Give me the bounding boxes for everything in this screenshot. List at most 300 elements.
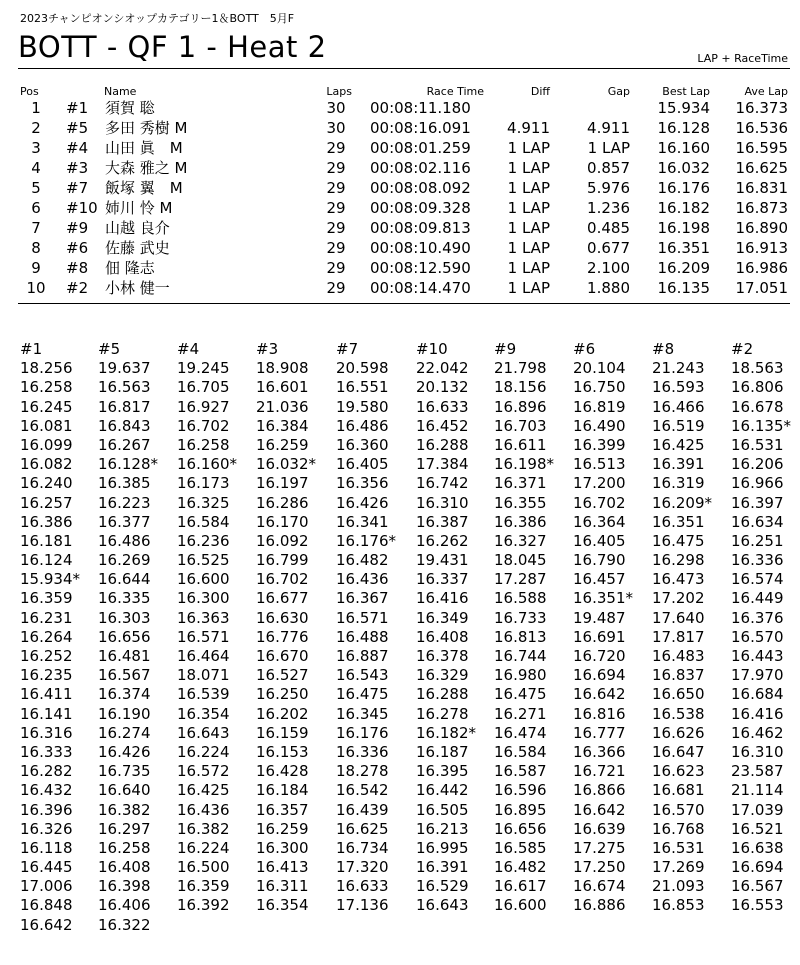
lap-time: 16.351* <box>573 589 633 608</box>
lap-time: 16.303 <box>98 608 151 627</box>
result-pos: 8 <box>31 239 41 257</box>
lap-time: 16.694 <box>573 666 626 685</box>
result-laps: 29 <box>326 179 346 197</box>
lap-time: 16.519 <box>652 416 705 435</box>
result-race-time: 00:08:16.091 <box>370 119 471 137</box>
lap-time: 16.694 <box>731 858 784 877</box>
lap-time: 16.790 <box>573 551 626 570</box>
lap-time: 16.819 <box>573 397 626 416</box>
lap-time: 16.734 <box>336 838 389 857</box>
lap-time: 16.500 <box>177 858 230 877</box>
lap-time: 16.322 <box>98 915 151 934</box>
page-title: BOTT - QF 1 - Heat 2 <box>18 30 327 64</box>
lap-time: 16.176 <box>336 723 389 742</box>
lap-time: 16.866 <box>573 781 626 800</box>
lap-time: 16.316 <box>20 723 73 742</box>
lap-time: 16.481 <box>98 647 151 665</box>
lap-time: 19.637 <box>98 359 151 378</box>
lap-time: 16.475 <box>494 685 547 704</box>
lap-time: 16.567 <box>98 666 151 685</box>
lap-time: 16.416 <box>731 704 784 723</box>
result-race-time: 00:08:02.116 <box>370 159 471 177</box>
header-diff: Diff <box>530 85 550 98</box>
event-name: 2023チャンピオンシオップカテゴリー1＆BOTT 5月F <box>20 12 295 25</box>
lap-time: 16.198* <box>494 455 554 474</box>
lap-time: 16.413 <box>256 858 309 877</box>
lap-time: 16.311 <box>256 877 309 896</box>
lap-time: 16.432 <box>20 781 73 800</box>
results-bottom-rule <box>18 303 790 304</box>
result-race-time: 00:08:01.259 <box>370 139 471 157</box>
lap-time: 16.300 <box>256 838 309 857</box>
lap-time: 16.633 <box>336 877 389 896</box>
lap-time: 16.817 <box>98 397 151 416</box>
result-ave: 16.595 <box>735 139 788 157</box>
lap-time: 16.213 <box>416 819 469 838</box>
lap-time: 16.335 <box>98 589 151 608</box>
result-laps: 29 <box>326 219 346 237</box>
lap-time: 16.531 <box>731 435 784 454</box>
lap-time: 16.644 <box>98 570 151 589</box>
lap-time: 16.258 <box>177 435 230 454</box>
lap-time: 16.425 <box>177 781 230 800</box>
result-best: 16.135 <box>657 279 710 297</box>
lap-time: 16.250 <box>256 685 309 704</box>
lap-time: 16.643 <box>416 896 469 915</box>
lap-time: 16.473 <box>652 570 705 589</box>
lap-time: 16.384 <box>256 416 309 435</box>
lap-column-header: #5 <box>98 340 121 358</box>
lap-time: 20.598 <box>336 359 389 378</box>
result-num: #8 <box>66 259 89 277</box>
lap-time: 16.527 <box>256 666 309 685</box>
lap-time: 16.411 <box>20 685 73 704</box>
lap-time: 16.486 <box>336 416 389 435</box>
lap-time: 16.642 <box>20 915 73 934</box>
lap-time: 16.587 <box>494 762 547 781</box>
lap-time: 16.396 <box>20 800 73 819</box>
result-gap: 0.485 <box>587 219 630 237</box>
result-num: #6 <box>66 239 89 257</box>
lap-time: 16.310 <box>416 493 469 512</box>
lap-time: 16.490 <box>573 416 626 435</box>
lap-time: 16.336 <box>731 551 784 570</box>
lap-time: 16.567 <box>731 877 784 896</box>
lap-time: 16.425 <box>652 435 705 454</box>
result-race-time: 00:08:09.328 <box>370 199 471 217</box>
results-body <box>0 98 800 298</box>
result-ave: 16.373 <box>735 99 788 117</box>
lap-time: 16.886 <box>573 896 626 915</box>
result-ave: 16.536 <box>735 119 788 137</box>
lap-time: 16.529 <box>416 877 469 896</box>
lap-time: 16.570 <box>731 627 784 646</box>
lap-time: 16.733 <box>494 608 547 627</box>
lap-time: 16.329 <box>416 666 469 685</box>
result-row <box>0 198 800 218</box>
lap-time: 16.428 <box>256 762 309 781</box>
lap-time: 16.240 <box>20 474 73 493</box>
result-laps: 29 <box>326 239 346 257</box>
lap-time: 16.488 <box>336 627 389 646</box>
lap-time: 16.896 <box>494 397 547 416</box>
results-header-row <box>0 85 800 98</box>
lap-time: 16.259 <box>256 819 309 838</box>
lap-time: 16.288 <box>416 685 469 704</box>
lap-time: 16.677 <box>256 589 309 608</box>
lap-time: 16.406 <box>98 896 151 915</box>
result-race-time: 00:08:08.092 <box>370 179 471 197</box>
lap-column-header: #10 <box>416 340 448 358</box>
result-gap: 1.880 <box>587 279 630 297</box>
result-race-time: 00:08:11.180 <box>370 99 471 117</box>
lap-time: 16.170 <box>256 512 309 531</box>
lap-time: 16.392 <box>177 896 230 915</box>
result-name: 多田 秀樹 M <box>105 119 188 137</box>
lap-time: 16.282 <box>20 762 73 781</box>
lap-time: 16.681 <box>652 781 705 800</box>
lap-time: 17.136 <box>336 896 389 915</box>
lap-time: 16.720 <box>573 647 626 665</box>
result-best: 16.160 <box>657 139 710 157</box>
lap-time: 16.408 <box>98 858 151 877</box>
result-num: #3 <box>66 159 89 177</box>
lap-column-header: #3 <box>256 340 279 358</box>
lap-time: 16.262 <box>416 531 469 550</box>
lap-time: 16.245 <box>20 397 73 416</box>
lap-time: 16.848 <box>20 896 73 915</box>
lap-time: 16.224 <box>177 838 230 857</box>
lap-time: 16.382 <box>177 819 230 838</box>
result-best: 16.209 <box>657 259 710 277</box>
lap-time: 16.674 <box>573 877 626 896</box>
lap-time: 21.036 <box>256 397 309 416</box>
header-pos: Pos <box>20 85 39 98</box>
result-pos: 4 <box>31 159 41 177</box>
lap-time: 16.656 <box>494 819 547 838</box>
report-mode: LAP + RaceTime <box>697 52 788 65</box>
result-row <box>0 118 800 138</box>
lap-time: 20.132 <box>416 378 469 397</box>
lap-time: 16.252 <box>20 647 73 665</box>
lap-time: 16.750 <box>573 378 626 397</box>
lap-time: 16.356 <box>336 474 389 493</box>
lap-time: 16.735 <box>98 762 151 781</box>
lap-time: 18.071 <box>177 666 230 685</box>
lap-time: 16.617 <box>494 877 547 896</box>
header-best-lap: Best Lap <box>662 85 710 98</box>
result-name: 須賀 聡 <box>105 99 155 117</box>
result-row <box>0 178 800 198</box>
lap-time: 16.235 <box>20 666 73 685</box>
result-num: #1 <box>66 99 89 117</box>
result-diff: 1 LAP <box>507 199 550 217</box>
result-best: 15.934 <box>657 99 710 117</box>
lap-column <box>256 340 336 916</box>
lap-time: 16.475 <box>652 531 705 550</box>
lap-column <box>98 340 178 935</box>
lap-column <box>652 340 732 916</box>
result-num: #9 <box>66 219 89 237</box>
lap-time: 16.333 <box>20 742 73 761</box>
lap-time: 16.551 <box>336 378 389 397</box>
lap-column-header: #7 <box>336 340 359 358</box>
lap-time: 16.355 <box>494 493 547 512</box>
lap-time: 16.995 <box>416 838 469 857</box>
lap-time: 16.643 <box>177 723 230 742</box>
lap-time: 17.269 <box>652 858 705 877</box>
result-row <box>0 258 800 278</box>
lap-time: 16.439 <box>336 800 389 819</box>
lap-time: 16.377 <box>98 512 151 531</box>
result-name: 姉川 怜 M <box>105 199 173 217</box>
lap-time: 16.702 <box>256 570 309 589</box>
lap-time: 16.376 <box>731 608 784 627</box>
lap-time: 16.364 <box>573 512 626 531</box>
lap-time: 16.588 <box>494 589 547 608</box>
lap-time: 16.367 <box>336 589 389 608</box>
lap-time: 16.426 <box>336 493 389 512</box>
result-ave: 16.625 <box>735 159 788 177</box>
lap-time: 16.640 <box>98 781 151 800</box>
result-diff: 1 LAP <box>507 259 550 277</box>
lap-time: 16.357 <box>256 800 309 819</box>
result-num: #10 <box>66 199 98 217</box>
lap-time: 16.442 <box>416 781 469 800</box>
lap-time: 16.391 <box>652 455 705 474</box>
result-diff: 1 LAP <box>507 139 550 157</box>
lap-time: 16.336 <box>336 742 389 761</box>
lap-column <box>177 340 257 916</box>
lap-time: 16.264 <box>20 627 73 646</box>
result-diff: 1 LAP <box>507 239 550 257</box>
result-laps: 29 <box>326 159 346 177</box>
lap-time: 16.082 <box>20 455 73 474</box>
result-pos: 5 <box>31 179 41 197</box>
lap-time: 17.287 <box>494 570 547 589</box>
lap-time: 16.337 <box>416 570 469 589</box>
result-best: 16.351 <box>657 239 710 257</box>
lap-column <box>416 340 496 916</box>
lap-time: 17.320 <box>336 858 389 877</box>
lap-time: 16.274 <box>98 723 151 742</box>
lap-time: 16.360 <box>336 435 389 454</box>
lap-time: 16.630 <box>256 608 309 627</box>
lap-time: 16.611 <box>494 435 547 454</box>
lap-time: 16.391 <box>416 858 469 877</box>
lap-time: 16.483 <box>652 647 705 665</box>
lap-time: 19.580 <box>336 397 389 416</box>
lap-column <box>573 340 653 916</box>
lap-time: 18.563 <box>731 359 784 378</box>
lap-time: 16.288 <box>416 435 469 454</box>
lap-time: 17.275 <box>573 838 626 857</box>
lap-time: 16.601 <box>256 378 309 397</box>
lap-time: 16.721 <box>573 762 626 781</box>
result-best: 16.128 <box>657 119 710 137</box>
lap-time: 16.600 <box>177 570 230 589</box>
lap-time: 16.258 <box>20 378 73 397</box>
lap-time: 16.816 <box>573 704 626 723</box>
lap-time: 16.354 <box>177 704 230 723</box>
result-num: #2 <box>66 279 89 297</box>
lap-time: 16.887 <box>336 647 389 665</box>
lap-time: 16.436 <box>336 570 389 589</box>
lap-time: 16.553 <box>731 896 784 915</box>
lap-time: 16.341 <box>336 512 389 531</box>
result-name: 大森 雅之 M <box>105 159 188 177</box>
lap-time: 16.486 <box>98 531 151 550</box>
header-laps: Laps <box>326 85 352 98</box>
lap-time: 16.670 <box>256 647 309 665</box>
lap-time: 16.625 <box>336 819 389 838</box>
lap-time: 16.124 <box>20 551 73 570</box>
result-ave: 16.986 <box>735 259 788 277</box>
result-name: 小林 健一 <box>105 279 170 297</box>
lap-time: 16.224 <box>177 742 230 761</box>
lap-time: 21.798 <box>494 359 547 378</box>
lap-time: 16.531 <box>652 838 705 857</box>
result-race-time: 00:08:12.590 <box>370 259 471 277</box>
result-laps: 30 <box>326 119 346 137</box>
lap-time: 16.474 <box>494 723 547 742</box>
lap-time: 17.817 <box>652 627 705 646</box>
lap-time: 16.574 <box>731 570 784 589</box>
result-ave: 16.913 <box>735 239 788 257</box>
lap-time: 16.159 <box>256 723 309 742</box>
lap-time: 16.371 <box>494 474 547 493</box>
lap-time: 16.378 <box>416 647 469 665</box>
result-diff: 1 LAP <box>507 279 550 297</box>
lap-time: 16.081 <box>20 416 73 435</box>
header-name: Name <box>104 85 137 98</box>
lap-time: 16.678 <box>731 397 784 416</box>
lap-time: 21.243 <box>652 359 705 378</box>
result-laps: 29 <box>326 199 346 217</box>
lap-time: 16.623 <box>652 762 705 781</box>
lap-time: 16.099 <box>20 435 73 454</box>
lap-time: 16.543 <box>336 666 389 685</box>
lap-time: 16.837 <box>652 666 705 685</box>
lap-time: 19.431 <box>416 551 469 570</box>
lap-time: 16.374 <box>98 685 151 704</box>
result-ave: 16.873 <box>735 199 788 217</box>
result-num: #4 <box>66 139 89 157</box>
lap-time: 20.104 <box>573 359 626 378</box>
lap-time: 16.397 <box>731 493 784 512</box>
lap-time: 16.927 <box>177 397 230 416</box>
lap-time: 16.190 <box>98 704 151 723</box>
result-gap: 4.911 <box>587 119 630 137</box>
lap-time: 16.382 <box>98 800 151 819</box>
results-table <box>0 85 800 298</box>
lap-time: 16.513 <box>573 455 626 474</box>
lap-time: 19.487 <box>573 608 626 627</box>
lap-time: 16.197 <box>256 474 309 493</box>
lap-time: 18.278 <box>336 762 389 781</box>
lap-column-header: #9 <box>494 340 517 358</box>
lap-time: 16.345 <box>336 704 389 723</box>
lap-time: 16.206 <box>731 455 784 474</box>
lap-time: 17.039 <box>731 800 784 819</box>
lap-time: 16.647 <box>652 742 705 761</box>
lap-column <box>336 340 416 916</box>
lap-time: 16.702 <box>573 493 626 512</box>
result-gap: 0.857 <box>587 159 630 177</box>
result-ave: 16.831 <box>735 179 788 197</box>
result-laps: 29 <box>326 139 346 157</box>
lap-time: 16.813 <box>494 627 547 646</box>
lap-time: 16.684 <box>731 685 784 704</box>
lap-time: 16.135* <box>731 416 791 435</box>
result-race-time: 00:08:10.490 <box>370 239 471 257</box>
lap-time: 22.042 <box>416 359 469 378</box>
lap-time: 16.325 <box>177 493 230 512</box>
lap-time: 16.596 <box>494 781 547 800</box>
lap-time: 16.593 <box>652 378 705 397</box>
lap-time: 16.691 <box>573 627 626 646</box>
lap-time: 16.182* <box>416 723 476 742</box>
lap-time: 16.405 <box>573 531 626 550</box>
result-row <box>0 138 800 158</box>
lap-time: 16.202 <box>256 704 309 723</box>
result-row <box>0 218 800 238</box>
result-name: 飯塚 翼 M <box>105 179 183 197</box>
lap-time: 16.319 <box>652 474 705 493</box>
lap-time: 16.585 <box>494 838 547 857</box>
lap-time: 16.600 <box>494 896 547 915</box>
header-race-time: Race Time <box>426 85 484 98</box>
lap-time: 16.539 <box>177 685 230 704</box>
lap-time: 16.634 <box>731 512 784 531</box>
result-gap: 2.100 <box>587 259 630 277</box>
result-name: 佃 隆志 <box>105 259 155 277</box>
result-best: 16.032 <box>657 159 710 177</box>
lap-time: 18.045 <box>494 551 547 570</box>
lap-time: 16.278 <box>416 704 469 723</box>
result-diff: 1 LAP <box>507 219 550 237</box>
result-gap: 5.976 <box>587 179 630 197</box>
lap-column-header: #4 <box>177 340 200 358</box>
header-gap: Gap <box>607 85 630 98</box>
result-pos: 1 <box>31 99 41 117</box>
lap-time: 16.462 <box>731 723 784 742</box>
lap-time: 16.399 <box>573 435 626 454</box>
lap-time: 17.200 <box>573 474 626 493</box>
lap-time: 16.584 <box>177 512 230 531</box>
lap-time: 16.118 <box>20 838 73 857</box>
lap-time: 16.092 <box>256 531 309 550</box>
result-diff: 1 LAP <box>507 159 550 177</box>
lap-column <box>20 340 100 935</box>
lap-time: 16.538 <box>652 704 705 723</box>
lap-time: 16.650 <box>652 685 705 704</box>
lap-time: 16.572 <box>177 762 230 781</box>
result-best: 16.182 <box>657 199 710 217</box>
lap-time: 16.702 <box>177 416 230 435</box>
result-gap: 1.236 <box>587 199 630 217</box>
lap-time: 16.398 <box>98 877 151 896</box>
lap-time: 16.626 <box>652 723 705 742</box>
lap-time: 16.563 <box>98 378 151 397</box>
lap-time: 16.286 <box>256 493 309 512</box>
lap-time: 17.006 <box>20 877 73 896</box>
lap-time: 16.980 <box>494 666 547 685</box>
lap-time: 16.642 <box>573 685 626 704</box>
result-num: #7 <box>66 179 89 197</box>
lap-time: 16.359 <box>177 877 230 896</box>
lap-time: 16.642 <box>573 800 626 819</box>
